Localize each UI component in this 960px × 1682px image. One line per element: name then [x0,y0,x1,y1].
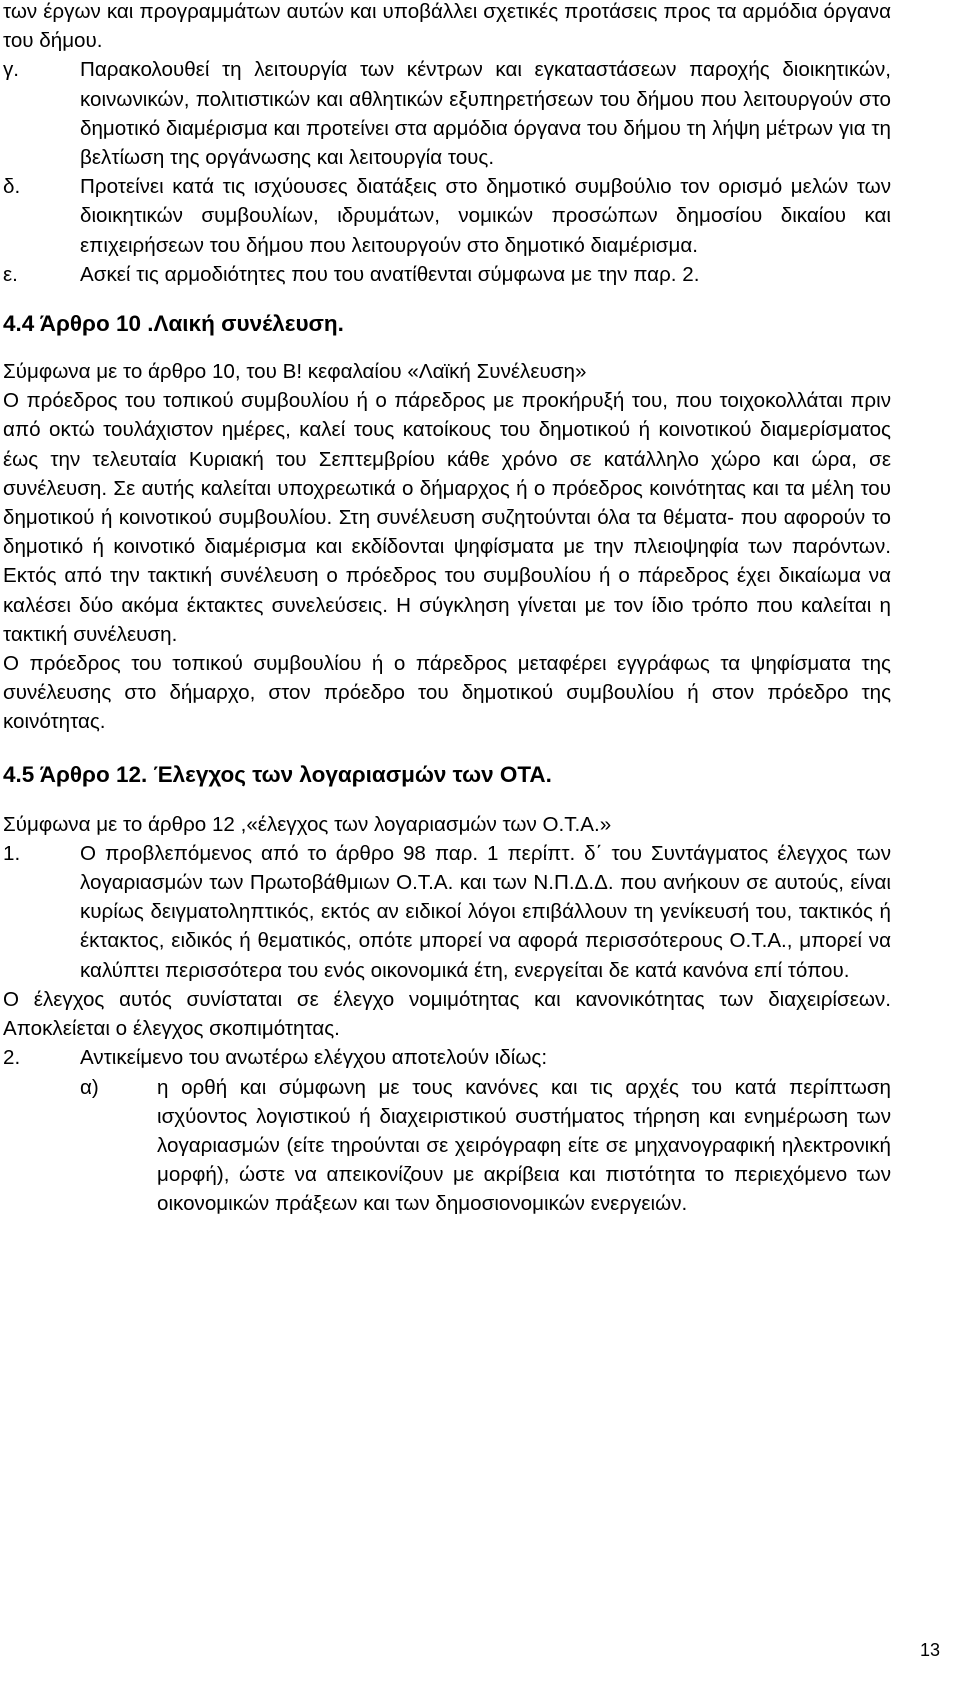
continuation-paragraph: των έργων και προγραμμάτων αυτών και υποβάλλει σχετικές προτάσεις προς τα αρμόδια όργανα του δήμου. [3,0,891,53]
page-content [3,0,891,1219]
list-item-text: Προτείνει κατά τις ισχύουσες διατάξεις στο δημοτικό συμβούλιο τον ορισμό μελών των διοικητικών συμβουλίων, ιδρυμάτων, νομικών προσώπων δημοσίου δικαίου και επιχειρήσεων του δήμου που λειτουργούν στο δημοτικό διαμέρισμα. [80,175,891,257]
section-heading-4-4: 4.4 Άρθρο 10 .Λαική συνέλευση. [3,311,344,337]
section-intro: Σύμφωνα με το άρθρο 12 ,«έλεγχος των λογαριασμών των Ο.Τ.Α.» [3,812,612,836]
section-paragraph: Ο πρόεδρος του τοπικού συμβουλίου ή ο πάρεδρος με προκήρυξή του, που τοιχοκολλάται πριν από οκτώ τουλάχιστον ημέρες, καλεί τους κατοίκους του δημοτικού ή κοινοτικού διαμερίσματος έως την τελευταία Κυριακή του Σεπτεμβρίου κάθε χρόνο σε κατάλληλο χώρο και ώρα, σε συνέλευση. Σε αυτής καλείται υποχρεωτικά ο δήμαρχος ή ο πρόεδρος κοινότητας και τα μέλη του δημοτικού ή κοινοτικού συμβουλίου. Στη συνέλευση συζητούνται όλα τα θέματα- που αφορούν το δημοτικό ή κοινοτικό διαμέρισμα και εκδίδονται ψηφίσματα με την πλειοψηφία των παρόντων. Εκτός από την τακτική συνέλευση ο πρόεδρος του συμβουλίου ή ο πάρεδρος έχει δικαίωμα να καλέσει δύο ακόμα έκτακτες συνελεύσεις. Η σύγκληση γίνεται με τον ίδιο τρόπο που καλείται η τακτική συνέλευση. [3,389,891,646]
numbered-item-1 [3,839,891,985]
list-marker: 2. [3,1046,21,1070]
section-intro: Σύμφωνα με το άρθρο 10, του Β! κεφαλαίου «Λαϊκή Συνέλευση» [3,360,587,384]
list-item-e [3,260,891,289]
list-item-text: Αντικείμενο του ανωτέρω ελέγχου αποτελούν ιδίως: [80,1046,548,1070]
list-marker: 1. [3,841,21,865]
list-item-d [3,172,891,260]
page-number: 13 [919,1640,940,1660]
list-item-text: Παρακολουθεί τη λειτουργία των κέντρων και εγκαταστάσεων παροχής διοικητικών, κοινωνικών, πολιτιστικών και αθλητικών εξυπηρετήσεων του δήμου που λειτουργούν στο δημοτικό διαμέρισμα και προτείνει στα αρμόδια όργανα του δήμου τη λήψη μέτρων για τη βελτίωση της οργάνωσης και λειτουργία τους. [80,58,891,170]
sub-item-a [3,1073,891,1219]
list-item-text: η ορθή και σύμφωνη με τους κανόνες και τις αρχές του κατά περίπτωση ισχύοντος λογιστικού ή διαχειριστικού συστήματος τήρηση και ενημέρωση των λογαριασμών (είτε τηρούνται σε χειρόγραφη είτε σε μηχανογραφική ηλεκτρονική μορφή), ώστε να απεικονίζουν με ακρίβεια και πιστότητα το περιεχόμενο των οικονομικών πράξεων και των δημοσιονομικών ενεργειών. [157,1075,891,1216]
list-marker: δ. [3,175,21,199]
numbered-item-2 [3,1043,891,1072]
section-paragraph: Ο έλεγχος αυτός συνίσταται σε έλεγχο νομιμότητας και κανονικότητας των διαχειρίσεων. Αποκλείεται ο έλεγχος σκοπιμότητας. [3,987,891,1041]
list-marker: ε. [3,262,18,286]
list-marker: γ. [3,58,20,82]
list-marker: α) [80,1075,99,1099]
section-heading-4-5: 4.5 Άρθρο 12. Έλεγχος των λογαριασμών των ΟΤΑ. [3,761,552,787]
list-item-text: Ο προβλεπόμενος από το άρθρο 98 παρ. 1 περίπτ. δ΄ του Συντάγματος έλεγχος των λογαριασμών των Πρωτοβάθμιων Ο.Τ.Α. και των Ν.Π.Δ.Δ. που ανήκουν σε αυτούς, είναι κυρίως δειγματοληπτικός, εκτός αν ειδικοί λόγοι επιβάλλουν τη γενίκευσή του, τακτικός ή έκτακτος, ειδικός ή θεματικός, οπότε μπορεί να αφορά περισσότερους Ο.Τ.Α., μπορεί να καλύπτει περισσότερα του ενός οικονομικά έτη, ενεργείται δε κατά κανόνα επί τόπου. [80,841,891,982]
list-item-text: Ασκεί τις αρμοδιότητες που του ανατίθενται σύμφωνα με την παρ. 2. [80,262,700,286]
list-item-g [3,55,891,172]
section-paragraph: Ο πρόεδρος του τοπικού συμβουλίου ή ο πάρεδρος μεταφέρει εγγράφως τα ψηφίσματα της συνέλευσης στο δήμαρχο, στον πρόεδρο του δημοτικού συμβουλίου ή στον πρόεδρο της κοινότητας. [3,652,891,734]
